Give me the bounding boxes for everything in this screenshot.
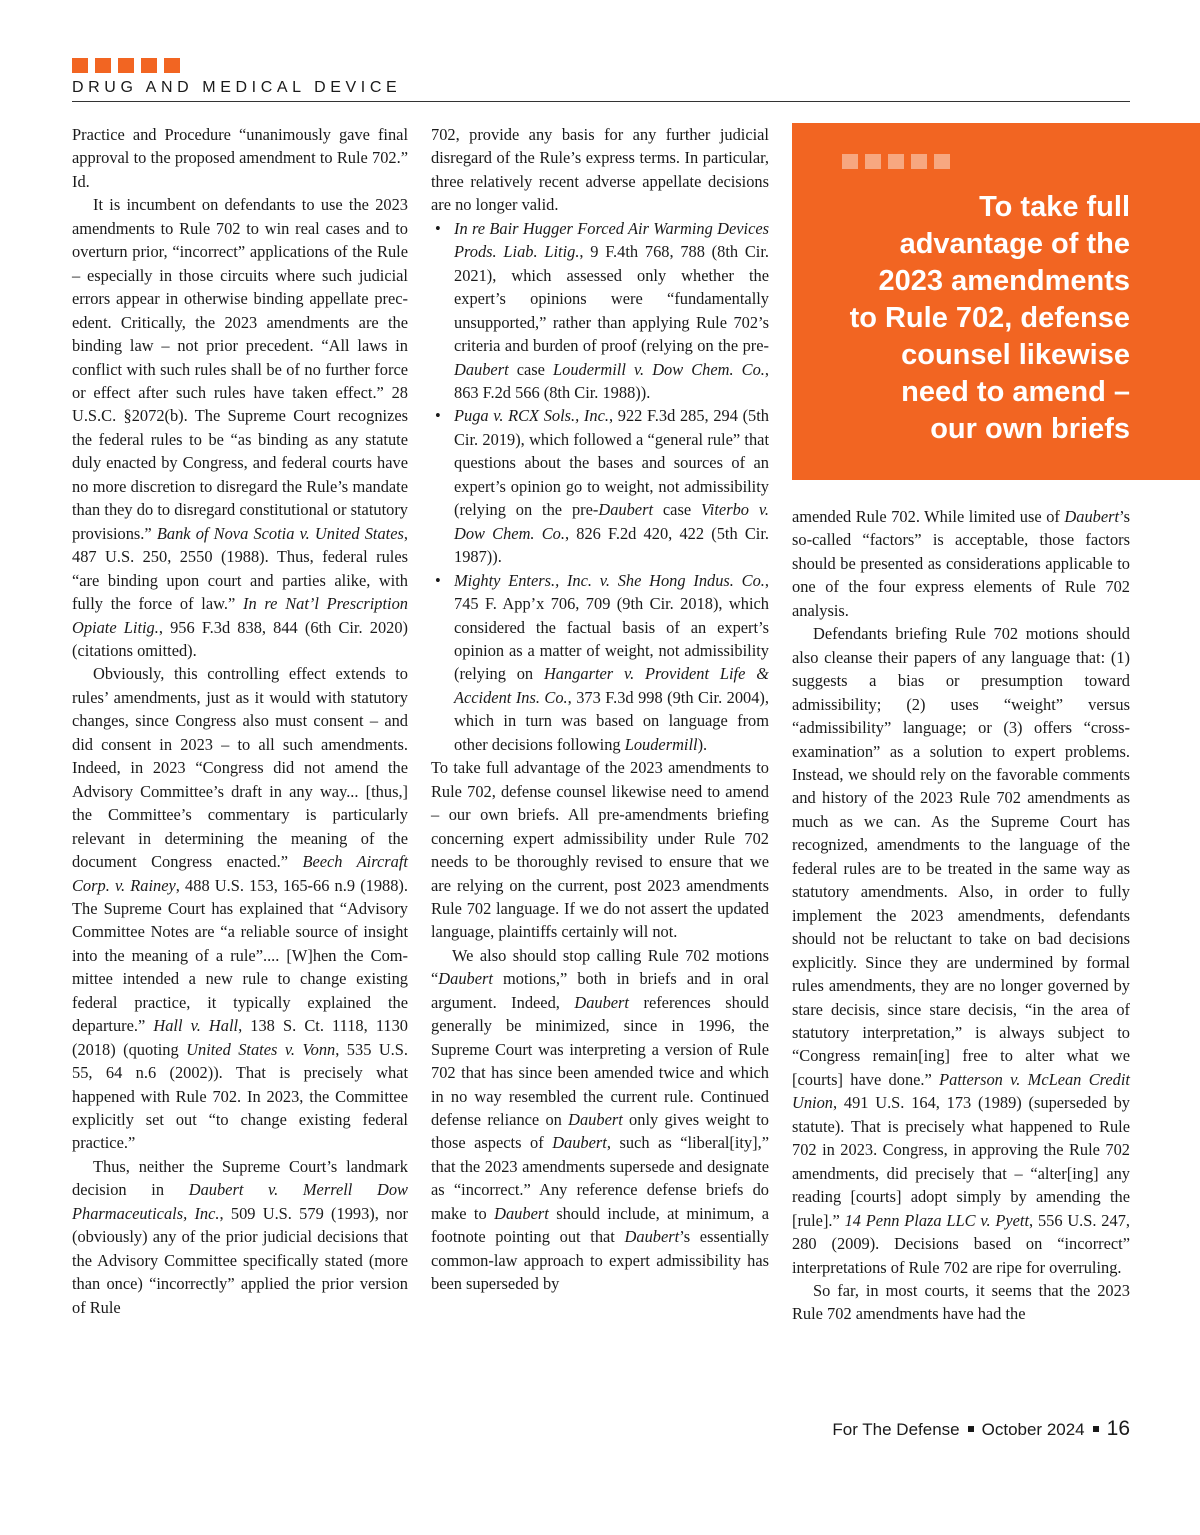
- list-item: • Mighty Enters., Inc. v. She Hong Indus. Co., 745 F. App’x 706, 709 (9th Cir. 2018), which considered the factual basis of an expert’s opinion as a matter of weight, not admissibility (relying on Hangarter v. Provident Life & Accident Ins. Co., 373 F.3d 998 (9th Cir. 2004), which in turn was based on language from other decisions following Loudermill).: [431, 569, 769, 757]
- case-citation: In re Nat’l Prescription Opiate Litig.: [72, 594, 408, 637]
- column-1: [72, 123, 408, 1319]
- separator-icon: [968, 1426, 974, 1432]
- list-item: • Puga v. RCX Sols., Inc., 922 F.3d 285, 294 (5th Cir. 2019), which followed a “general rule” that questions about the bases and sources of an expert’s opinion go to weight, not admissibility (relying on the pre-Daubert case Viterbo v. Dow Chem. Co., 826 F.2d 420, 422 (5th Cir. 1987)).: [431, 404, 769, 568]
- pull-quote-box: [792, 123, 1200, 480]
- callout-squares: [842, 154, 950, 169]
- orange-square: [164, 58, 180, 73]
- paragraph: 702, provide any basis for any further judicial disregard of the Rule’s express terms. In particular, three relatively recent adverse appellate decisions are no longer valid.: [431, 125, 769, 215]
- separator-icon: [1093, 1426, 1099, 1432]
- header-squares: [72, 58, 180, 73]
- case-citation: Bank of Nova Scotia v. United States: [156, 523, 404, 543]
- paragraph: Practice and Procedure “unanimously gave final approval to the proposed amendment to Rule 702.” Id.: [72, 125, 408, 191]
- paragraph: To take full advantage of the 2023 amendments to Rule 702, defense counsel likewise need to amend – our own briefs. All pre-amendments briefing concerning expert admissibility under Rule 702 needs to be thoroughly revised to ensure that we are relying on the current, post 2023 amendments Rule 702 language. If we do not assert the updated language, plaintiffs certainly will not.: [431, 758, 769, 942]
- paragraph: It is incumbent on defendants to use the 2023 amendments to Rule 702 to win real cases and to overturn prior, “incorrect” applications of the Rule – especially in those circuits where such judicial errors appear in otherwise binding appellate precedent. Critically, the 2023 amendments are the binding law – not prior precedent. “All laws in conflict with such rules shall be of no further force or effect after such rules have taken effect.” 28 U.S.C. §2072(b). The Supreme Court recognizes the federal rules to be “as binding as any statute duly enacted by Congress, and federal courts have no more discretion to disregard the Rule’s mandate than they do to disregard constitutional or statutory provisions.” Bank of Nova Scotia v. United States, 487 U.S. 250, 2550 (1988). Thus, federal rules “are binding upon court and parties alike, with fully the force of law.” In re Nat’l Prescription Opiate Litig., 956 F.3d 838, 844 (6th Cir. 2020) (citations omitted).: [72, 195, 408, 660]
- paragraph: We also should stop calling Rule 702 motions “Daubert motions,” both in briefs and in oral argument. Indeed, Daubert references should generally be minimized, since in 1996, the Supreme Court was interpreting a version of Rule 702 that has since been amended twice and which in no way resembled the current rule. Continued defense reliance on Daubert only gives weight to those aspects of Daubert, such as “liberal[ity],” that the 2023 amendments supersede and designate as “incorrect.” Any reference defense briefs do make to Daubert should include, at minimum, a footnote pointing out that Daubert’s essentially common-law approach to expert admissibility has been superseded by: [431, 945, 769, 1294]
- publication-name: For The Defense: [832, 1420, 960, 1439]
- case-citation: Daubert v. Merrell Dow Pharmaceuticals, Inc.: [72, 1180, 408, 1223]
- paragraph: Obviously, this controlling effect extends to rules’ amendments, just as it would with statutory changes, since Congress also must consent – and did consent in 2023 – to all such amendments. Indeed, in 2023 “Congress did not amend the Advisory Committee’s draft in any way... [thus,] the Committee’s commentary is particularly relevant in determining the meaning of the document Congress enacted.” Beech Aircraft Corp. v. Rainey, 488 U.S. 153, 165-66 n.9 (1988). The Supreme Court has explained that “Advisory Committee Notes are “a reliable source of insight into the meaning of a rule”.... [W]hen the Committee intended a new rule to change existing federal practice, it typically explained the departure.” Hall v. Hall, 138 S. Ct. 1118, 1130 (2018) (quoting United States v. Vonn, 535 U.S. 55, 64 n.6 (2002)). That is precisely what happened with Rule 702. In 2023, the Committee explicitly set out “to change existing federal practice.”: [72, 664, 408, 1153]
- orange-square: [141, 58, 157, 73]
- header-rule: [72, 101, 1130, 102]
- orange-square: [72, 58, 88, 73]
- light-square: [934, 154, 950, 169]
- paragraph: Defendants briefing Rule 702 motions should also cleanse their papers of any language that: (1) suggests a bias or presumption toward admissibility; (2) uses “weight” versus “admissibility” language; or (3) offers “cross-examination” as a solution to expert problems. Instead, we should rely on the favorable comments and history of the 2023 Rule 702 amendments as much as we can. As the Supreme Court has recognized, amendments to the language of the federal rules are to be treated in the same way as statutory amendments. Also, in order to fully implement the 2023 amendments, defendants should not be reluctant to take on bad decisions explicitly. Since they are undermined by formal rules amendments, they are no longer governed by stare decisis, since stare decisis, “in the area of statutory interpretation,” is always subject to “Congress remain[ing] free to alter what we [courts] have done.” Patterson v. McLean Credit Union, 491 U.S. 164, 173 (1989) (superseded by statute). That is precisely what happened to Rule 702 in 2023. Congress, in approving the Rule 702 amendments, did precisely that – “alter[ing] any reading [courts] adopt simply by amending the [rule].” 14 Penn Plaza LLC v. Pyett, 556 U.S. 247, 280 (2009). Decisions based on “incorrect” interpretations of Rule 702 are ripe for overruling.: [792, 624, 1130, 1277]
- orange-square: [118, 58, 134, 73]
- pull-quote-text: To take full advantage of the 2023 amendments to Rule 702, defense counsel likewise need to amend – our own briefs: [849, 191, 1130, 445]
- case-citation: 14 Penn Plaza LLC v. Pyett: [844, 1210, 1030, 1230]
- case-citation: Patterson v. McLean Credit Union: [792, 1069, 1130, 1113]
- light-square: [888, 154, 904, 169]
- case-citation: Beech Aircraft Corp. v. Rainey: [72, 852, 408, 895]
- case-citation: United States v. Vonn: [186, 1039, 336, 1059]
- case-list: [431, 217, 769, 756]
- orange-square: [95, 58, 111, 73]
- light-square: [865, 154, 881, 169]
- paragraph: Thus, neither the Supreme Court’s landmark decision in Daubert v. Merrell Dow Pharmaceuticals, Inc., 509 U.S. 579 (1993), nor (obviously) any of the prior judicial decisions that the Advisory Committee specifically stated (more than once) “incorrectly” applied the prior version of Rule: [72, 1156, 408, 1317]
- light-square: [911, 154, 927, 169]
- light-square: [842, 154, 858, 169]
- paragraph: So far, in most courts, it seems that the 2023 Rule 702 amendments have had the: [792, 1280, 1130, 1324]
- issue-date: October 2024: [981, 1420, 1085, 1439]
- paragraph: amended Rule 702. While limited use of Daubert’s so-called “factors” is acceptable, those factors should be presented as considerations applicable to one of the four express elements of Rule 702 analysis.: [792, 507, 1130, 620]
- list-item: • In re Bair Hugger Forced Air Warming Devices Prods. Liab. Litig., 9 F.4th 768, 788 (8th Cir. 2021), which assessed only whether the expert’s opinions were “fundamentally unsupported,” rather than applying Rule 702’s criteria and burden of proof (relying on the pre-Daubert case Loudermill v. Dow Chem. Co., 863 F.2d 566 (8th Cir. 1988)).: [431, 217, 769, 405]
- page-footer: [832, 1417, 1130, 1441]
- column-3: [792, 505, 1130, 1326]
- page-number: 16: [1106, 1417, 1130, 1440]
- case-citation: Hall v. Hall: [153, 1016, 239, 1036]
- section-label: DRUG AND MEDICAL DEVICE: [72, 79, 402, 96]
- column-2: [431, 123, 769, 1296]
